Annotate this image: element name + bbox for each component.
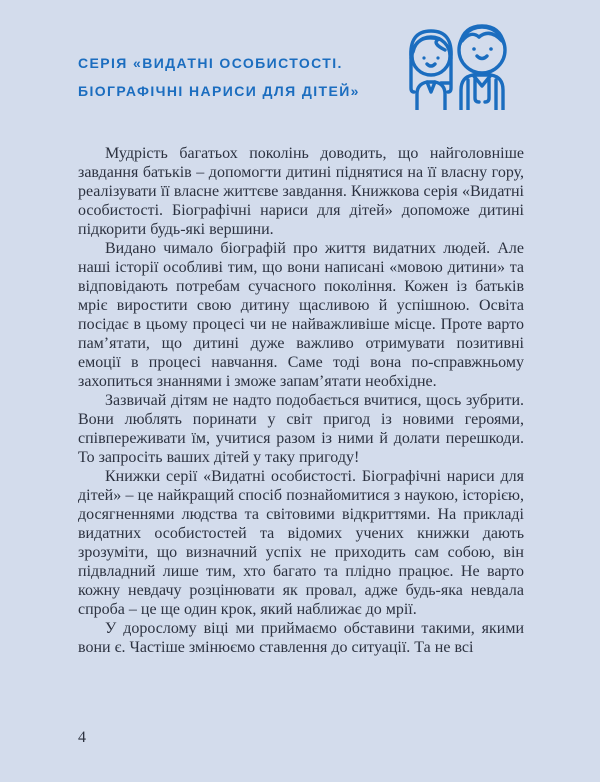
paragraph-3: Зазвичай дітям не надто подобається вчитися, щось зубрити. Вони люблять поринати у світ пригод із новими героями, співпереживати їм, учитися разом із ними й долати перешкоди. То запросіть ваших дітей у таку пригоду! [78, 392, 524, 466]
paragraph-5: У дорослому віці ми приймаємо обставини такими, якими вони є. Частіше змінюємо ставлення до ситуації. Та не всі [78, 620, 524, 656]
children-icon [400, 22, 516, 110]
paragraph-4: Книжки серії «Видатні особистості. Біографічні нариси для дітей» – це найкращий спосіб познайомитися з наукою, історією, досягненнями людства та світовими відкриттями. На прикладі видатних особистостей та відомих учених книжки дають зрозуміти, що визначний успіх не приходить сам собою, він підвладний лише тим, хто багато та плідно працює. Не варто кожну невдачу розцінювати як провал, адже будь-яка невдала спроба – це ще один крок, який наближає до мрії. [78, 468, 524, 618]
paragraph-2: Видано чимало біографій про життя видатних людей. Але наші історії особливі тим, що вони написані «мовою дитини» та відповідають потребам сучасного покоління. Кожен із батьків мріє виростити свою дитину щасливою й успішною. Освіта посідає в цьому процесі чи не найважливіше місце. Проте варто пам’ятати, що дитині дуже важливо отримувати позитивні емоції в процесі навчання. Саме тоді вона по-справжньому захопиться знаннями і зможе запам’ятати необхідне. [78, 240, 524, 390]
series-title-line1: СЕРІЯ «ВИДАТНІ ОСОБИСТОСТІ. [78, 55, 343, 71]
paragraph-1: Мудрість багатьох поколінь доводить, що найголовніше завдання батьків – допомогти дитині піднятися на її власну гору, реалізувати її власне життєве завдання. Книжкова серія «Видатні особистості. Біографічні нариси для дітей» допоможе дитині підкорити будь-які вершини. [78, 145, 524, 238]
page-number: 4 [78, 729, 86, 746]
series-title [78, 49, 408, 105]
series-title-line2: БІОГРАФІЧНІ НАРИСИ ДЛЯ ДІТЕЙ» [78, 83, 360, 99]
body-text [78, 144, 524, 657]
